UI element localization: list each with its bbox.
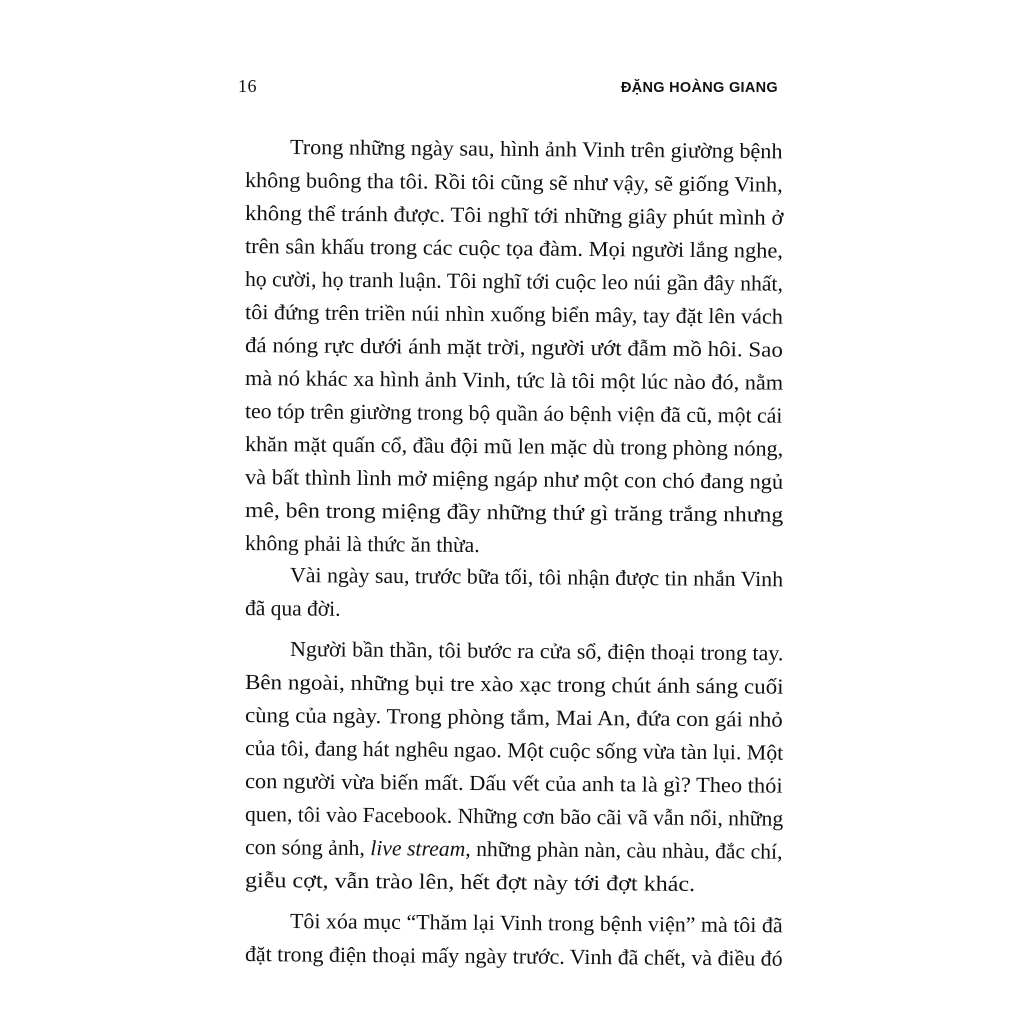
emphasized-text: live stream xyxy=(370,836,466,861)
text-line: Bên ngoài, những bụi tre xào xạc trong chút ánh sáng cuối xyxy=(244,670,784,699)
text-line: mê, bên trong miệng đầy những thứ gì trăng trắng nhưng xyxy=(244,498,784,527)
text-line: quen, tôi vào Facebook. Những cơn bão cãi vã vẫn nổi, những xyxy=(244,802,784,831)
text-line: tôi đứng trên triền núi nhìn xuống biển mây, tay đặt lên vách xyxy=(244,300,784,329)
text-line: không buông tha tôi. Rồi tôi cũng sẽ như vậy, sẽ giống Vinh, xyxy=(244,168,783,197)
text-line: Tôi xóa mục “Thăm lại Vinh trong bệnh viện” mà tôi đã xyxy=(289,909,783,938)
text-line: Vài ngày sau, trước bữa tối, tôi nhận được tin nhắn Vinh xyxy=(289,563,784,592)
page-number: 16 xyxy=(238,76,257,96)
text-line: đã qua đời. xyxy=(244,596,341,621)
text-line: Trong những ngày sau, hình ảnh Vinh trên giường bệnh xyxy=(289,135,783,164)
text-line: mà nó khác xa hình ảnh Vinh, tức là tôi một lúc nào đó, nằm xyxy=(244,366,784,395)
text-line: không phải là thức ăn thừa. xyxy=(244,531,480,558)
running-head: ĐẶNG HOÀNG GIANG xyxy=(620,80,778,96)
text-line: không thể tránh được. Tôi nghĩ tới những giây phút mình ở xyxy=(244,201,784,230)
text-line: trên sân khấu trong các cuộc tọa đàm. Mọi người lắng nghe, xyxy=(244,234,784,263)
text-run: con sóng ảnh, xyxy=(244,835,371,861)
text-line: của tôi, đang hát nghêu ngao. Một cuộc sống vừa tàn lụi. Một xyxy=(244,736,784,765)
text-run: , những phàn nàn, càu nhàu, đắc chí, xyxy=(465,836,783,864)
text-line: giễu cợt, vẫn trào lên, hết đợt này tới đợt khác. xyxy=(244,868,696,896)
text-line: teo tóp trên giường trong bộ quần áo bệnh viện đã cũ, một cái xyxy=(244,399,783,428)
text-line: và bất thình lình mở miệng ngáp như một con chó đang ngủ xyxy=(244,465,784,494)
text-line: con người vừa biến mất. Dấu vết của anh ta là gì? Theo thói xyxy=(244,769,783,798)
text-line: cùng của ngày. Trong phòng tắm, Mai An, đứa con gái nhỏ xyxy=(244,703,783,732)
text-line: khăn mặt quấn cổ, đầu đội mũ len mặc dù trong phòng nóng, xyxy=(244,432,784,461)
text-line: đá nóng rực dưới ánh mặt trời, người ướt đẫm mồ hôi. Sao xyxy=(244,333,783,362)
text-line xyxy=(245,834,783,865)
text-line: đặt trong điện thoại mấy ngày trước. Vinh đã chết, và điều đó xyxy=(244,942,783,971)
text-line: họ cười, họ tranh luận. Tôi nghĩ tới cuộc leo núi gần đây nhất, xyxy=(244,267,784,296)
text-line: Người bần thần, tôi bước ra cửa sổ, điện thoại trong tay. xyxy=(289,637,784,666)
